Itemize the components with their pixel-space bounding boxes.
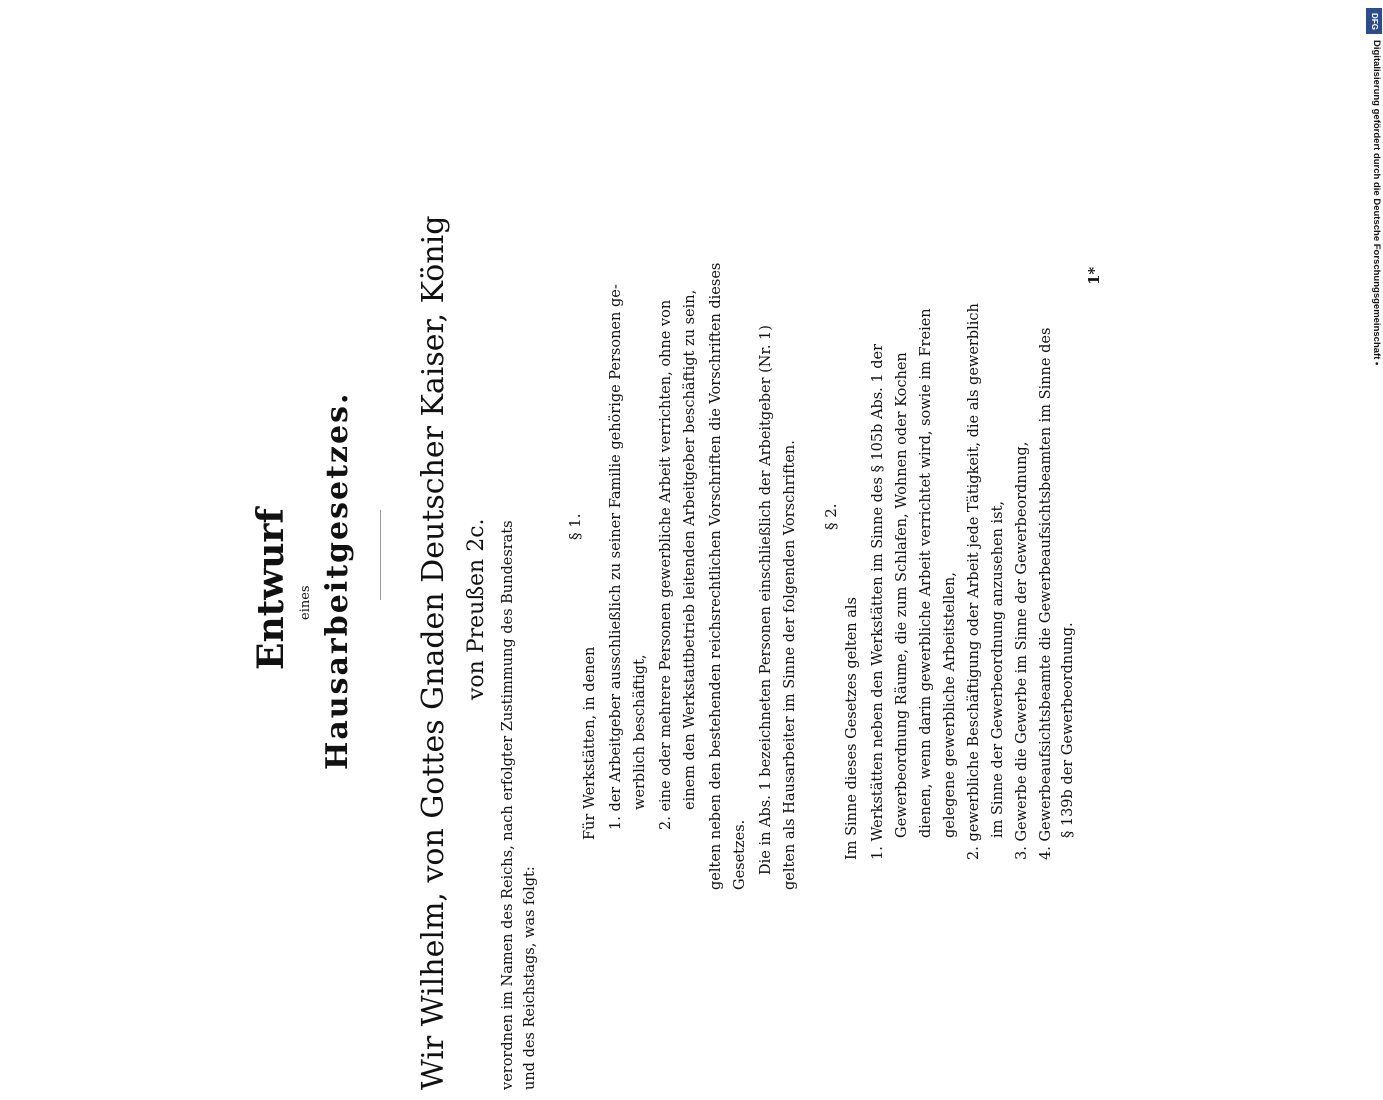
preamble-text-2: und des Reichstags, was folgt: xyxy=(522,866,538,1090)
section-2-intro: Im Sinne dieses Gesetzes gelten als xyxy=(844,597,860,860)
section-1-para-1a: gelten neben den bestehenden reichsrechtlichen Vorschriften die Vorschriften dieses xyxy=(708,262,724,890)
preamble-text-1: verordnen im Namen des Reichs, nach erfolgter Zustimmung des Bundesrats xyxy=(500,520,516,1090)
section-1-item-2b: einem den Werkstattbetrieb leitenden Arbeitgeber beschäftigt zu sein, xyxy=(682,289,698,810)
section-2-item-1a: 1. Werkstätten neben den Werkstätten im Sinne des § 105b Abs. 1 der xyxy=(870,343,886,860)
section-2-item-3: 3. Gewerbe die Gewerbe im Sinne der Gewerbeordnung, xyxy=(1014,441,1030,860)
section-1-para-2b: gelten als Hausarbeiter im Sinne der folgenden Vorschriften. xyxy=(782,440,798,890)
section-1-para-2a: Die in Abs. 1 bezeichneten Personen einschließlich der Arbeitgeber (Nr. 1) xyxy=(758,325,774,875)
section-1-para-1b: Gesetzes. xyxy=(732,819,748,890)
section-2-item-4b: § 139b der Gewerbeordnung. xyxy=(1060,622,1076,838)
dfg-funding-note: Digitalisierung gefördert durch die Deutsche Forschungsgemeinschaft • xyxy=(1371,40,1382,366)
section-2-item-2b: im Sinne der Gewerbeordnung anzusehen ist, xyxy=(990,500,1006,838)
signature-mark: 1* xyxy=(1085,266,1103,285)
dfg-footer xyxy=(1366,8,1382,398)
section-1-intro: Für Werkstätten, in denen xyxy=(582,646,598,840)
document-eines: eines xyxy=(298,585,313,620)
preamble-line-2: von Preußen 2c. xyxy=(464,518,489,700)
section-2-item-4a: 4. Gewerbeaufsichtsbeamte die Gewerbeaufsichtsbeamten im Sinne des xyxy=(1038,327,1054,860)
section-2-item-1d: gelegene gewerbliche Arbeitstellen, xyxy=(942,572,958,838)
section-1-item-1a: 1. der Arbeitgeber ausschließlich zu seiner Familie gehörige Personen ge- xyxy=(608,284,624,830)
section-1-heading: § 1. xyxy=(566,513,584,540)
section-2-item-1c: dienen, wenn darin gewerbliche Arbeit verrichtet wird, sowie im Freien xyxy=(918,308,934,838)
preamble-line-1: Wir Wilhelm, von Gottes Gnaden Deutscher Kaiser, König xyxy=(416,215,451,1090)
dfg-logo: DFG xyxy=(1366,8,1382,34)
section-2-item-1b: Gewerbeordnung Räume, die zum Schlafen, Wohnen oder Kochen xyxy=(894,352,910,838)
law-name: Hausarbeitgesetzes. xyxy=(320,391,355,770)
title-divider xyxy=(380,510,381,600)
document-title: Entwurf xyxy=(250,508,292,670)
section-1-item-2a: 2. eine oder mehrere Personen gewerbliche Arbeit verrichten, ohne von xyxy=(658,299,674,830)
section-2-heading: § 2. xyxy=(822,503,840,530)
section-2-item-2a: 2. gewerbliche Beschäftigung oder Arbeit jede Tätigkeit, die als gewerblich xyxy=(966,303,982,860)
document-page xyxy=(180,180,1103,1100)
section-1-item-1b: werblich beschäftigt, xyxy=(632,654,648,810)
